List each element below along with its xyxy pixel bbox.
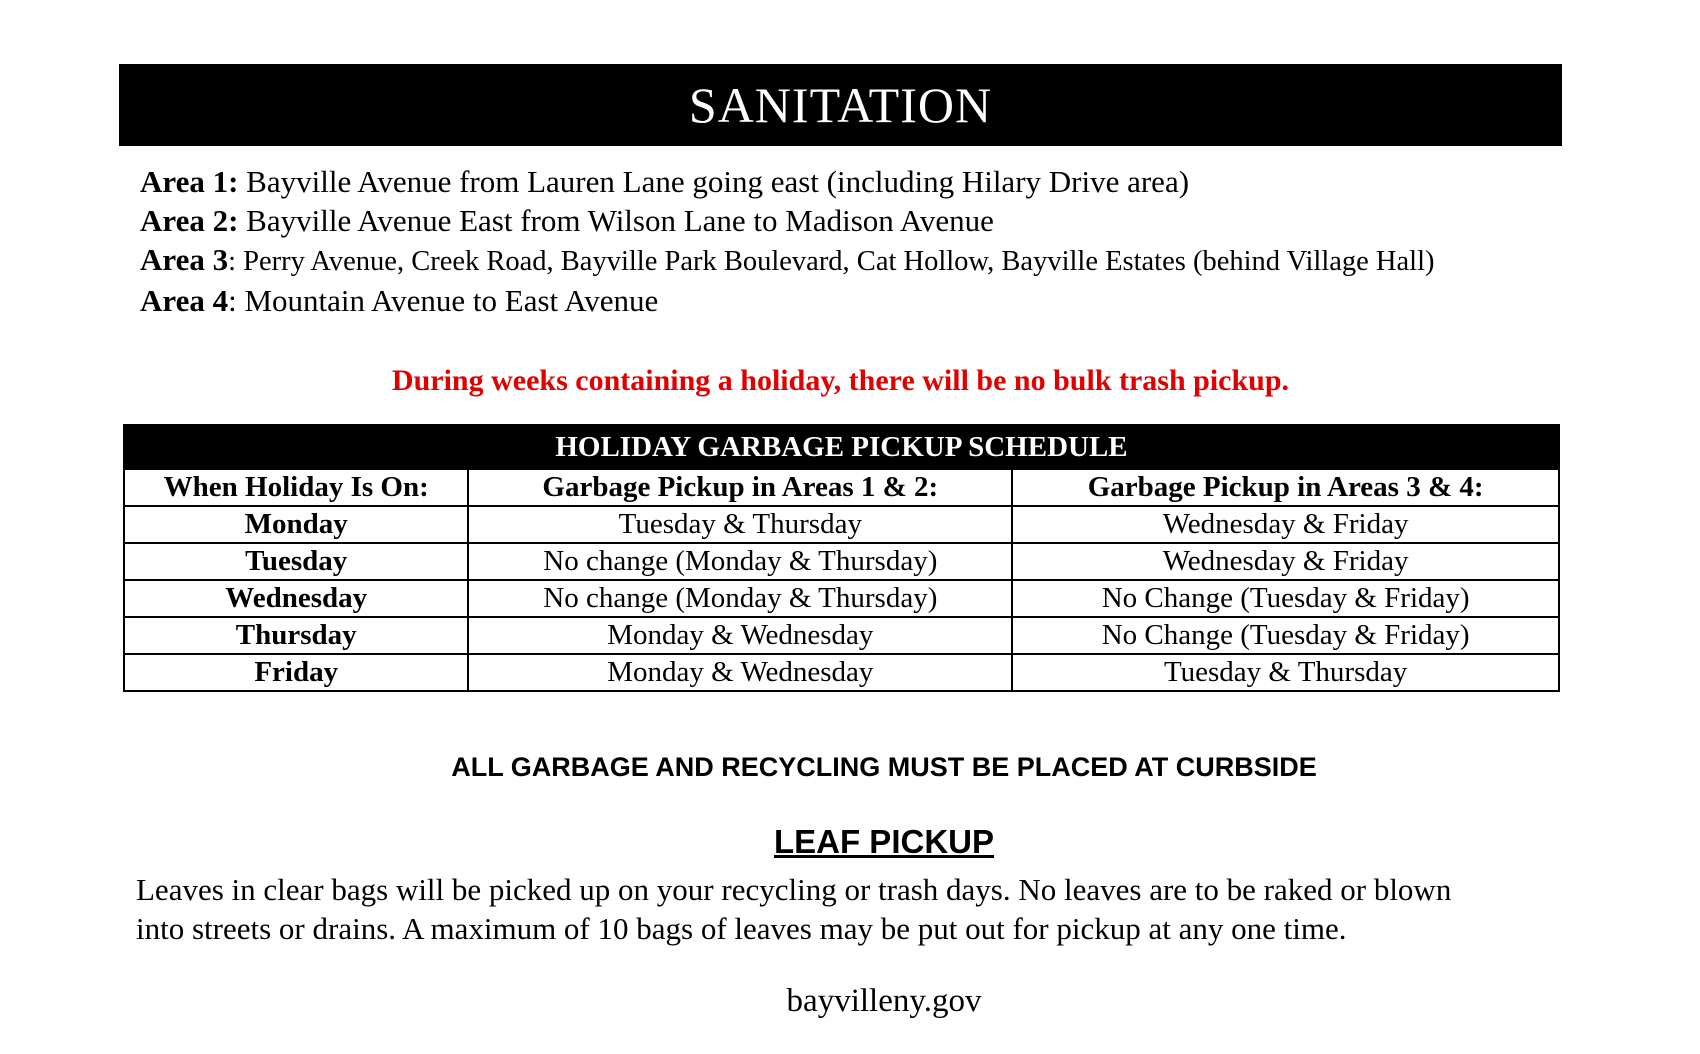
table-header-row xyxy=(124,469,1559,506)
leaf-pickup-text xyxy=(136,870,1576,948)
leaf-pickup-line: into streets or drains. A maximum of 10 bags of leaves may be put out for pickup at any one time. xyxy=(136,911,1347,946)
leaf-pickup-line: Leaves in clear bags will be picked up on your recycling or trash days. No leaves are to be raked or blown xyxy=(136,872,1452,907)
area-description: Bayville Avenue from Lauren Lane going east (including Hilary Drive area) xyxy=(238,164,1190,199)
header-holiday-day: When Holiday Is On: xyxy=(124,469,468,506)
areas-3-4-cell: Tuesday & Thursday xyxy=(1012,654,1559,691)
areas-3-4-cell: Wednesday & Friday xyxy=(1012,506,1559,543)
table-row xyxy=(124,506,1559,543)
curbside-notice: ALL GARBAGE AND RECYCLING MUST BE PLACED AT CURBSIDE xyxy=(451,752,1317,782)
website-url: bayvilleny.gov xyxy=(786,983,982,1019)
area-2-line xyxy=(140,201,1560,240)
area-1-line xyxy=(140,162,1560,201)
areas-3-4-cell: Wednesday & Friday xyxy=(1012,543,1559,580)
table-caption-row xyxy=(124,425,1559,469)
areas-1-2-cell: No change (Monday & Thursday) xyxy=(468,580,1012,617)
header-areas-3-4: Garbage Pickup in Areas 3 & 4: xyxy=(1012,469,1559,506)
area-label: Area 4 xyxy=(140,283,229,318)
holiday-day-cell: Monday xyxy=(124,506,468,543)
header-areas-1-2: Garbage Pickup in Areas 1 & 2: xyxy=(468,469,1012,506)
areas-3-4-cell: No Change (Tuesday & Friday) xyxy=(1012,580,1559,617)
area-description: : Mountain Avenue to East Avenue xyxy=(228,283,659,318)
area-label: Area 2: xyxy=(140,203,239,238)
area-label: Area 1: xyxy=(140,164,239,199)
areas-1-2-cell: Tuesday & Thursday xyxy=(468,506,1012,543)
page-title: SANITATION xyxy=(119,64,1562,146)
holiday-day-cell: Thursday xyxy=(124,617,468,654)
holiday-day-cell: Tuesday xyxy=(124,543,468,580)
table-row xyxy=(124,617,1559,654)
areas-1-2-cell: No change (Monday & Thursday) xyxy=(468,543,1012,580)
areas-1-2-cell: Monday & Wednesday xyxy=(468,654,1012,691)
table-row xyxy=(124,580,1559,617)
area-label: Area 3 xyxy=(140,242,229,277)
holiday-bulk-notice: During weeks containing a holiday, there will be no bulk trash pickup. xyxy=(391,364,1290,397)
area-list xyxy=(140,162,1560,320)
table-row xyxy=(124,543,1559,580)
areas-3-4-cell: No Change (Tuesday & Friday) xyxy=(1012,617,1559,654)
table-caption: HOLIDAY GARBAGE PICKUP SCHEDULE xyxy=(124,425,1559,469)
area-3-line xyxy=(140,240,1560,281)
holiday-day-cell: Friday xyxy=(124,654,468,691)
area-description: Bayville Avenue East from Wilson Lane to Madison Avenue xyxy=(238,203,994,238)
areas-1-2-cell: Monday & Wednesday xyxy=(468,617,1012,654)
leaf-pickup-heading: LEAF PICKUP xyxy=(773,823,994,860)
holiday-day-cell: Wednesday xyxy=(124,580,468,617)
holiday-schedule-table xyxy=(123,424,1560,692)
area-description: : Perry Avenue, Creek Road, Bayville Park Boulevard, Cat Hollow, Bayville Estates (behind Village Hall) xyxy=(228,246,1435,277)
table-row xyxy=(124,654,1559,691)
area-4-line xyxy=(140,281,1560,320)
